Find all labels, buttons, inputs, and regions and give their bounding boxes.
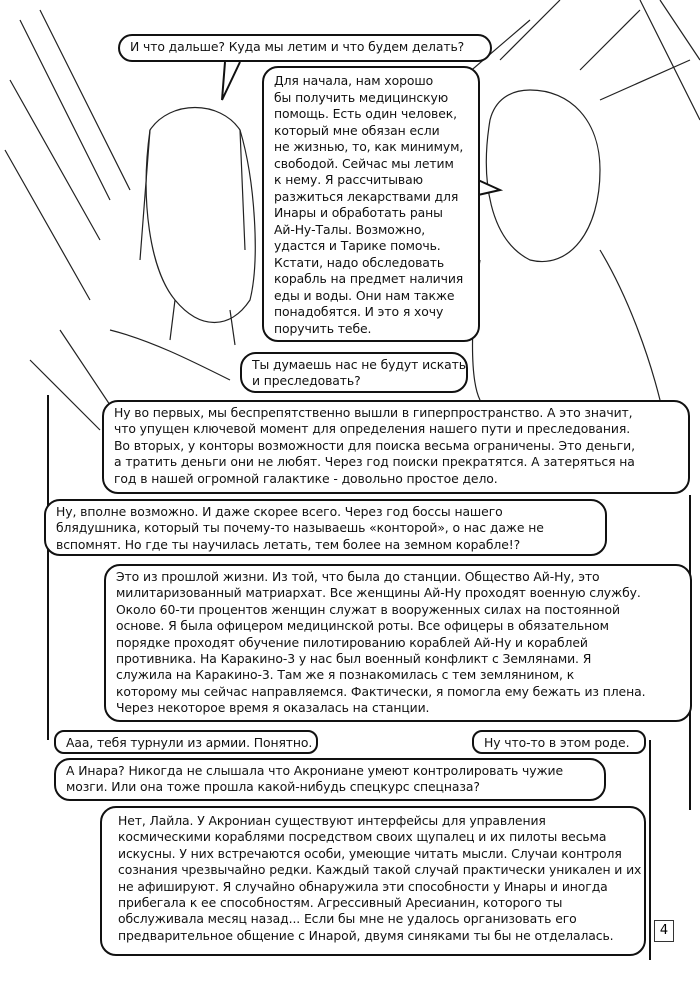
speech-bubble-1 [118,34,492,62]
bubble-text: Нет, Лайла. У Акрониан существуют интерфейсы для управления [118,813,546,828]
right-character-art [460,0,700,400]
speech-bubble-8 [472,730,646,754]
bubble-text: прибегала к ее способностям. Агрессивный Аресианин, которого ты [118,895,563,911]
bubble-text: Ты думаешь нас не будут искать [252,357,466,372]
speech-bubble-2 [262,66,480,342]
bubble-text: милитаризованный матриархат. Все женщины Ай-Ну проходят военную службу. [116,585,641,601]
bubble-text: не жизнью, то, как минимум, [274,139,464,154]
bubble-text: Инары и обработать раны [274,205,443,220]
bubble-text: помощь. Есть один человек, [274,106,457,121]
bubble-text: а тратить деньги они не любят. Через год поиски прекратятся. А затеряться на [114,454,635,470]
page-number: 4 [654,920,674,942]
bubble-text: Ай-Ну-Талы. Возможно, [274,221,426,237]
bubble-text: Ааа, тебя турнули из армии. Понятно. [66,735,313,750]
bubble-text: обслуживала месяц назад... Если бы мне не удалось организовать его [118,911,577,927]
bubble-text: Через некоторое время я оказалась на станции. [116,700,430,716]
bubble-text: год в нашей огромной галактике - довольно простое дело. [114,470,498,486]
bubble-text: что упущен ключевой момент для определения нашего пути и преследования. [114,421,631,437]
speech-bubble-4 [102,400,690,494]
bubble-text: которому мы сейчас направляемся. Фактически, я помогла ему бежать из плена. [116,683,646,699]
bubble-text: Ну что-то в этом роде. [484,735,630,750]
bubble-text: основе. Я была офицером медицинской роты. Все офицеры в обязательном [116,618,609,634]
bubble-text: не афишируют. Я случайно обнаружила эти способности у Инары и иногда [118,878,608,894]
bubble-text: Это из прошлой жизни. Из той, что была до станции. Общество Ай-Ну, это [116,569,600,584]
bubble-text: А Инара? Никогда не слышала что Акрониане умеют контролировать чужие [66,763,564,778]
bubble-text: свободой. Сейчас мы летим [274,155,454,171]
bubble-text: Ну во первых, мы беспрепятственно вышли в гиперпространство. А это значит, [114,405,633,420]
bubble-text: Около 60-ти процентов женщин служат в вооруженных силах на постоянной [116,601,620,617]
bubble-text: к нему. Я рассчитываю [274,172,423,187]
speech-bubble-3 [240,352,468,393]
bubble-text: порядке проходят обучение пилотированию кораблей Ай-Ну и кораблей [116,634,588,650]
bubble-text: удастся и Тарике помочь. [274,238,441,253]
bubble-text: сознания чрезвычайно редки. Каждый такой случай практически уникален и их [118,862,642,878]
bubble-text: И что дальше? Куда мы летим и что будем делать? [130,39,465,54]
speech-bubble-5 [44,499,607,556]
bubble-text: Для начала, нам хорошо [274,73,434,88]
bubble-text: Во вторых, у конторы возможности для поиска весьма ограничены. Это деньги, [114,437,635,453]
speech-bubble-7 [54,730,318,754]
bubble-text: мозги. Или она тоже прошла какой-нибудь спецкурс спецназа? [66,779,480,795]
bubble-text: предварительное общение с Инарой, двумя синяками ты бы не отделалась. [118,927,614,943]
bubble-text: еды и воды. Они нам также [274,287,455,303]
bubble-text: противника. На Каракино-3 у нас был военный конфликт с Землянами. Я [116,651,592,667]
bubble-text: корабль на предмет наличия [274,271,464,286]
bubble-text: служила на Каракино-3. Там же я познакомилась с тем землянином, к [116,667,575,683]
bubble-text: бы получить медицинскую [274,89,449,105]
speech-bubble-6 [104,564,692,722]
left-character-art [5,10,255,430]
speech-bubble-9 [54,758,606,801]
bubble-text: блядушника, который ты почему-то называешь «конторой», о нас даже не [56,520,544,536]
bubble-text: Ну, вполне возможно. И даже скорее всего. Через год боссы нашего [56,504,503,519]
bubble-text: поручить тебе. [274,320,372,336]
bubble-text: Кстати, надо обследовать [274,254,445,270]
bubble-text: понадобятся. И это я хочу [274,304,444,319]
bubble-text: искусны. У них встречаются особи, умеющие читать мысли. Случаи контроля [118,845,622,861]
speech-bubble-10 [100,806,646,956]
bubble-text: который мне обязан если [274,122,440,138]
bubble-text: и преследовать? [252,373,361,389]
bubble-text: разжиться лекарствами для [274,188,459,204]
bubble-text: вспомнят. Но где ты научилась летать, тем более на земном корабле!? [56,536,521,552]
bubble-text: космическими кораблями посредством своих щупалец и их пилоты весьма [118,829,607,845]
